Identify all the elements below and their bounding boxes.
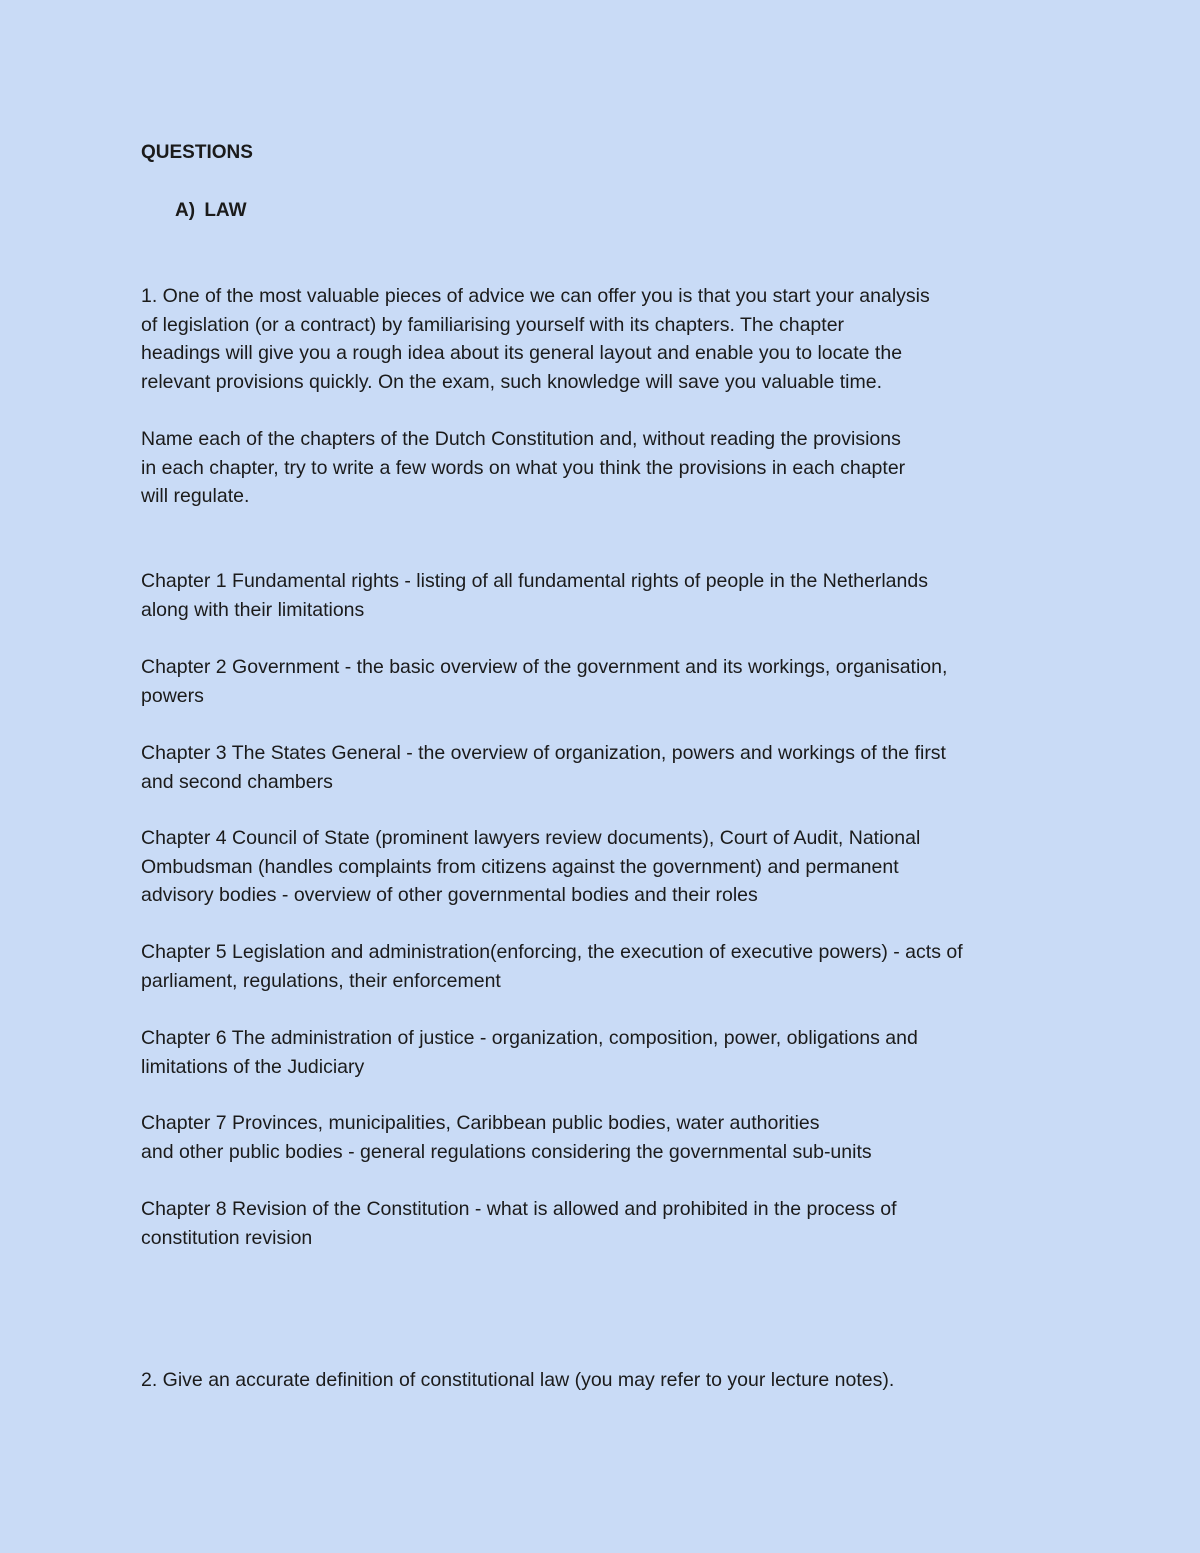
text-line: Name each of the chapters of the Dutch Constitution and, without reading the provisions — [141, 428, 901, 450]
text-line: advisory bodies - overview of other governmental bodies and their roles — [141, 884, 758, 907]
text-line: 2. Give an accurate definition of constitutional law (you may refer to your lecture notes). — [141, 1369, 895, 1391]
section-heading: A) LAW — [175, 200, 247, 221]
chapter-3-answer — [141, 739, 1081, 796]
text-line: 1. One of the most valuable pieces of advice we can offer you is that you start your analysis — [141, 285, 930, 307]
text-line: and second chambers — [141, 770, 333, 793]
text-line: in each chapter, try to write a few words on what you think the provisions in each chapter — [141, 456, 906, 479]
text-line: headings will give you a rough idea about its general layout and enable you to locate the — [141, 342, 903, 365]
question-1-intro — [141, 282, 1081, 396]
question-1-task — [141, 425, 1081, 511]
text-line: Ombudsman (handles complaints from citizens against the government) and permanent — [141, 855, 899, 878]
chapter-2-answer — [141, 653, 1081, 710]
chapter-6-answer — [141, 1024, 1081, 1081]
chapter-7-answer — [141, 1109, 1081, 1166]
text-line: of legislation (or a contract) by familiarising yourself with its chapters. The chapter — [141, 313, 845, 336]
text-line: relevant provisions quickly. On the exam, such knowledge will save you valuable time. — [141, 370, 882, 393]
text-line: Chapter 7 Provinces, municipalities, Caribbean public bodies, water authorities — [141, 1112, 820, 1134]
text-line: Chapter 3 The States General - the overview of organization, powers and workings of the first — [141, 742, 946, 764]
text-line: Chapter 1 Fundamental rights - listing of all fundamental rights of people in the Netherlands — [141, 570, 928, 592]
text-line: powers — [141, 684, 204, 707]
chapter-1-answer — [141, 567, 1081, 624]
chapter-5-answer — [141, 938, 1081, 995]
text-line: along with their limitations — [141, 598, 365, 621]
text-line: Chapter 2 Government - the basic overview of the government and its workings, organisation, — [141, 656, 948, 678]
text-line: constitution revision — [141, 1226, 313, 1249]
question-2 — [141, 1366, 1081, 1395]
text-line: Chapter 6 The administration of justice - organization, composition, power, obligations and — [141, 1027, 918, 1049]
chapter-4-answer — [141, 824, 1081, 910]
text-line: limitations of the Judiciary — [141, 1055, 365, 1078]
text-line: will regulate. — [141, 485, 250, 508]
text-line: and other public bodies - general regulations considering the governmental sub-units — [141, 1140, 872, 1163]
text-line: Chapter 8 Revision of the Constitution - what is allowed and prohibited in the process of — [141, 1198, 897, 1220]
text-line: Chapter 4 Council of State (prominent lawyers review documents), Court of Audit, National — [141, 827, 921, 849]
document-title: QUESTIONS — [141, 142, 253, 163]
text-line: Chapter 5 Legislation and administration(enforcing, the execution of executive powers) - acts of — [141, 941, 963, 963]
chapter-8-answer — [141, 1195, 1081, 1252]
text-line: parliament, regulations, their enforcement — [141, 969, 501, 992]
